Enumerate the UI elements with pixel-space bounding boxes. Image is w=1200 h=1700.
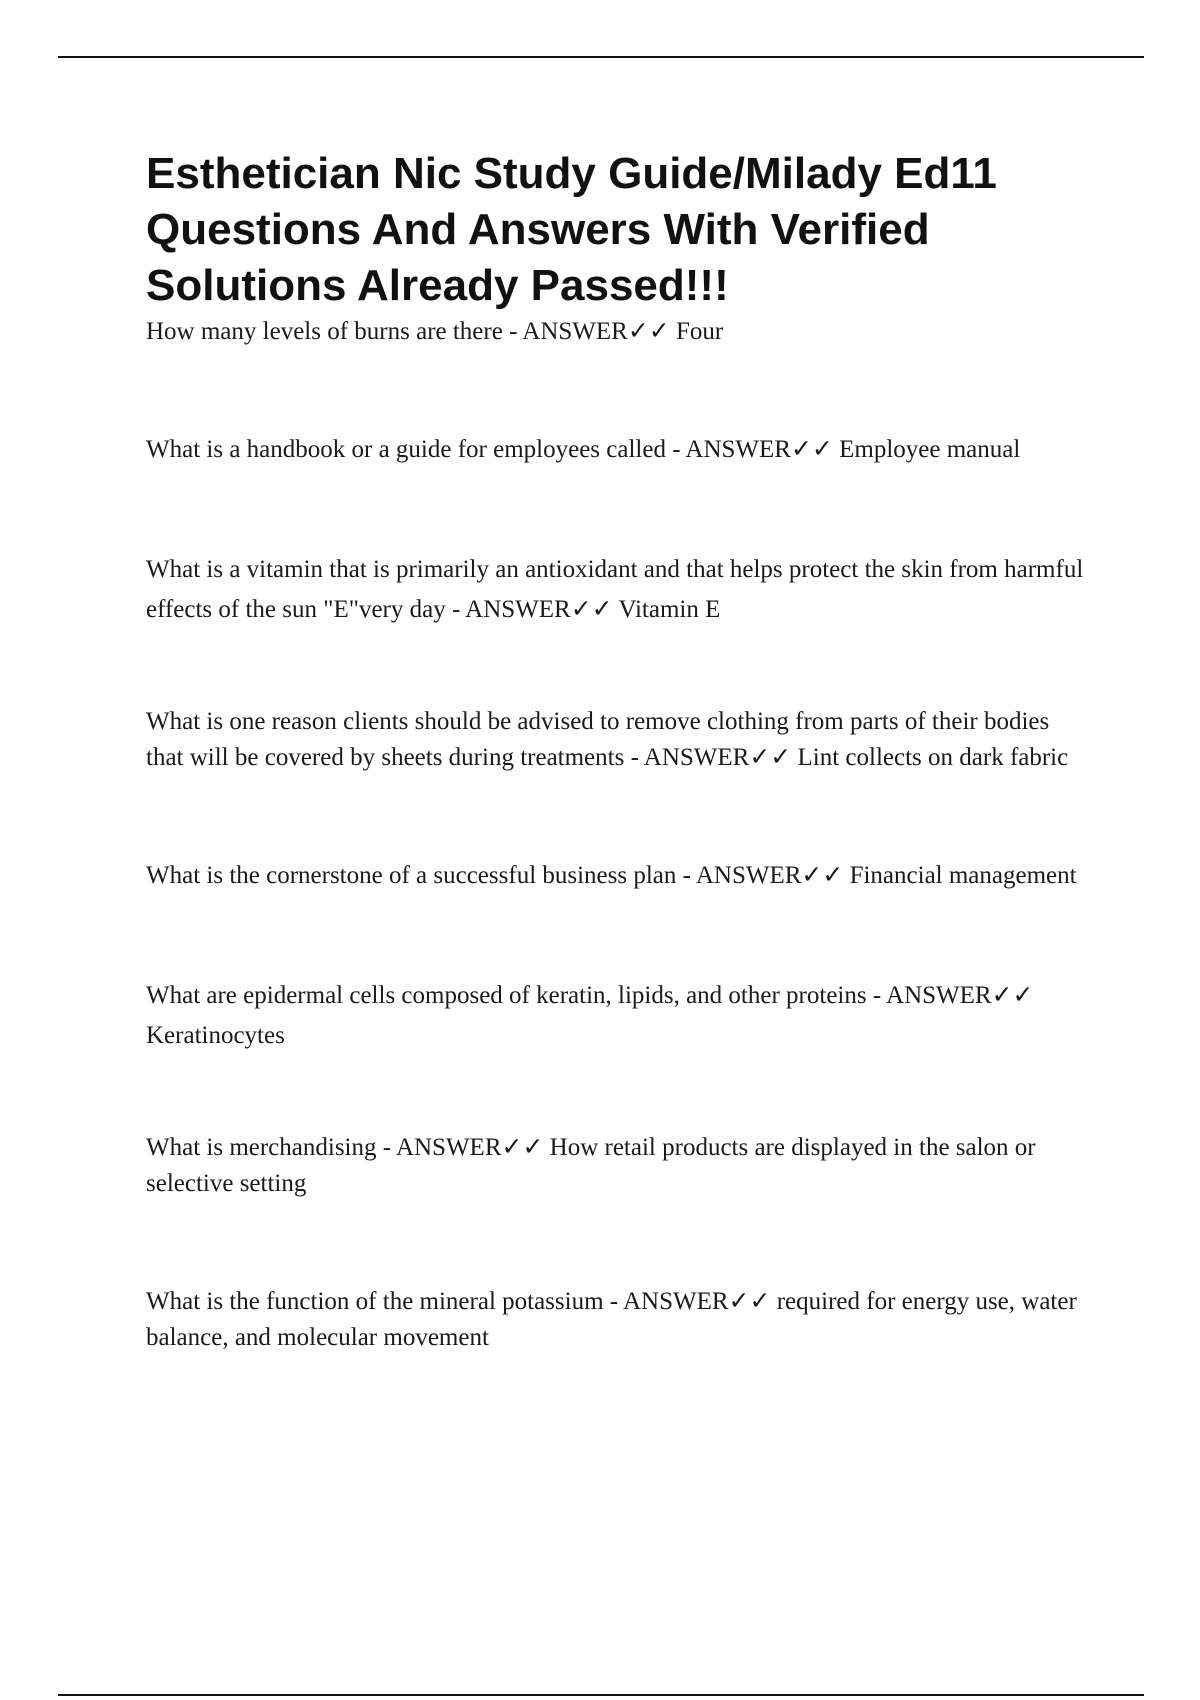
answer-text: Vitamin E [618, 596, 721, 623]
answer-text: How retail products are displayed in the salon or selective setting [146, 1134, 1036, 1197]
answer-separator: - [445, 596, 466, 623]
qa-item-7 [146, 1130, 1086, 1202]
answer-separator: - [665, 436, 686, 463]
answer-label: ANSWER✓✓ [685, 436, 833, 463]
answer-separator: - [603, 1288, 623, 1315]
qa-item-6 [146, 976, 1086, 1056]
question-text: What is one reason clients should be advised to remove clothing from parts of their bodies that will be covered by sheets during treatments [146, 708, 1050, 771]
answer-label: ANSWER✓✓ [643, 744, 792, 771]
answer-separator: - [866, 982, 887, 1009]
question-text: What is a handbook or a guide for employees called [146, 436, 666, 463]
answer-separator: - [502, 318, 523, 345]
bottom-divider [58, 1694, 1144, 1696]
answer-separator: - [376, 1134, 396, 1161]
qa-item-4 [146, 704, 1086, 776]
qa-item-1 [146, 314, 1086, 350]
qa-item-2 [146, 432, 1086, 468]
question-text: What is a vitamin that is primarily an antioxidant and that helps protect the skin from harmful effects of the sun "E"very day [146, 556, 1084, 623]
answer-label: ANSWER✓✓ [522, 318, 670, 345]
answer-text: Four [675, 318, 724, 345]
answer-label: ANSWER✓✓ [695, 862, 844, 889]
answer-text: Employee manual [839, 436, 1021, 463]
answer-label: ANSWER✓✓ [465, 596, 613, 623]
answer-separator: - [676, 862, 696, 889]
answer-label: ANSWER✓✓ [395, 1134, 544, 1161]
document-title: Esthetician Nic Study Guide/Milady Ed11 Questions And Answers With Verified Solutions Already Passed!!! [146, 149, 997, 310]
answer-text: Lint collects on dark fabric [797, 744, 1069, 771]
question-text: What is merchandising [146, 1134, 377, 1161]
answer-label: ANSWER✓✓ [886, 982, 1034, 1009]
answer-text: Financial management [849, 862, 1077, 889]
question-text: What is the cornerstone of a successful business plan [146, 862, 677, 889]
answer-text: required for energy use, water balance, and molecular movement [146, 1288, 1077, 1351]
answer-separator: - [624, 744, 644, 771]
question-text: How many levels of burns are there [146, 318, 503, 345]
qa-item-3 [146, 550, 1086, 630]
qa-item-8 [146, 1284, 1086, 1356]
document-body [146, 146, 1086, 1356]
question-text: What is the function of the mineral potassium [146, 1288, 604, 1315]
answer-text: Keratinocytes [146, 1022, 285, 1049]
top-divider [58, 56, 1144, 58]
qa-item-5 [146, 858, 1086, 894]
question-text: What are epidermal cells composed of keratin, lipids, and other proteins [146, 982, 867, 1009]
answer-label: ANSWER✓✓ [623, 1288, 771, 1315]
